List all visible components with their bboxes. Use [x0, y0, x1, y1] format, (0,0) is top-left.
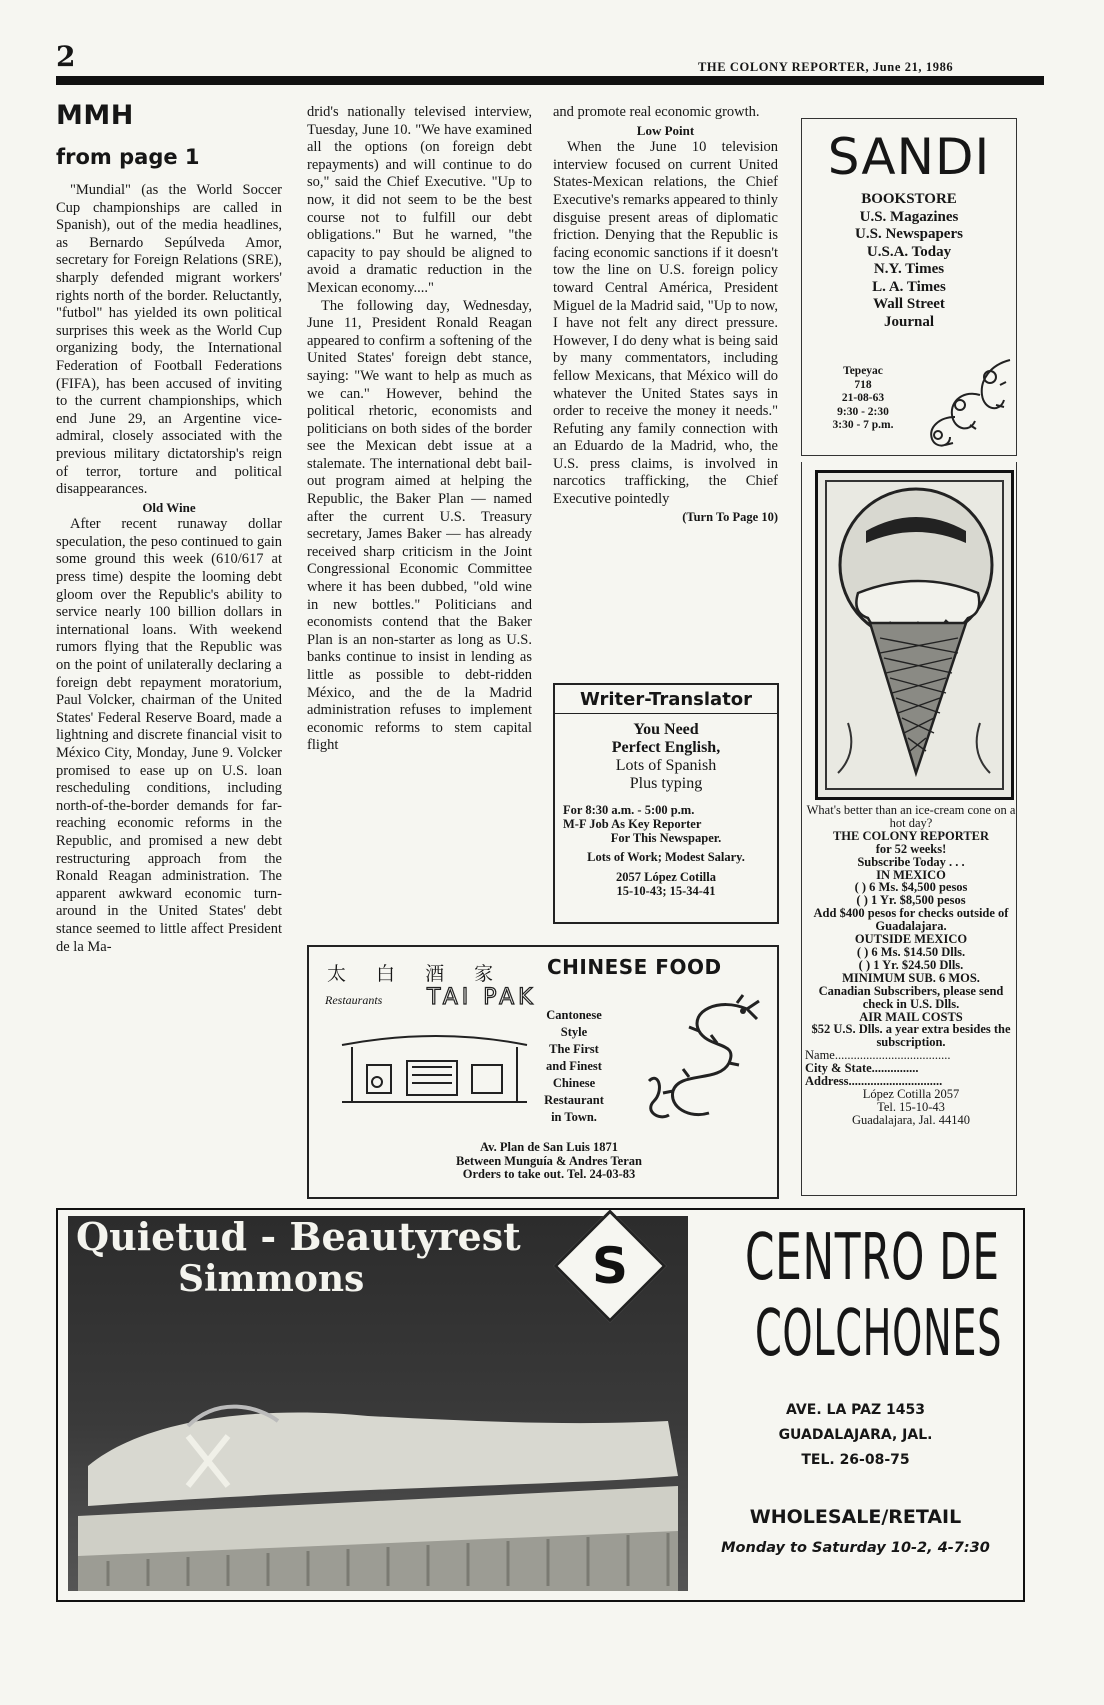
ad-phones: 15-10-43; 15-34-41: [616, 884, 716, 898]
sandi-item: N.Y. Times: [873, 261, 945, 277]
sandi-logo: SANDI: [827, 128, 991, 186]
subscribe-in-mexico: IN MEXICO: [876, 867, 946, 882]
chinese-ad-line: Cantonese: [546, 1008, 602, 1022]
subscribe-tel: Tel. 15-10-43: [877, 1099, 945, 1114]
subscribe-paper: THE COLONY REPORTER: [832, 828, 990, 843]
subscribe-street: López Cotilla 2057: [862, 1086, 960, 1101]
brand-simmons: Simmons: [178, 1258, 365, 1300]
chinese-ad-address: Av. Plan de San Luis 1871: [479, 1140, 618, 1154]
article-headline: MMH: [56, 100, 134, 131]
sandi-item: U.S. Magazines: [859, 208, 959, 225]
writer-translator-ad: [553, 683, 779, 924]
subscribe-cta: Subscribe Today . . .: [857, 854, 965, 869]
chinese-ad-line: Style: [560, 1025, 588, 1039]
subscribe-city-zip: Guadalajara, Jal. 44140: [851, 1112, 970, 1127]
sandi-item: Wall Street: [873, 296, 945, 312]
article-paragraph: When the June 10 television interview focused on current United States-Mexican relations, the Chief Executive's remarks appeared to thinly disguise present areas of diplomatic friction. Denying that the Republic is facing economic sanctions if it doesn't tow the line on U.S. foreign policy toward Central América, President Miguel de la Madrid said, "Up to now, I have not felt any direct pressure. However, I do deny what is being said by many commentators, including fellow Mexicans, that México will do whatever the United States says in order to receive the money it needs." Refuting any family connection with an Eduardo de la Madrid, who, the U.S. press claims, is involved in narcotics trafficking, the Chief Executive pointedly: [553, 139, 778, 508]
section-heading-low-point: Low Point: [636, 122, 695, 138]
dragon-icon: [629, 991, 769, 1131]
continued-notice: (Turn To Page 10): [682, 509, 778, 524]
ad-title: Writer-Translator: [555, 689, 777, 714]
ad-address: 2057 López Cotilla: [616, 870, 716, 884]
sandi-item: U.S. Newspapers: [855, 226, 963, 242]
article-column-3: [553, 104, 778, 526]
ad-work: Lots of Work; Modest Salary.: [587, 850, 745, 864]
centro-title-1: CENTRO DE: [744, 1221, 1000, 1295]
sandi-item: BOOKSTORE: [861, 191, 957, 207]
chinese-characters: 太 白 酒 家: [327, 963, 506, 985]
right-column-border: [801, 462, 1017, 1196]
mattress-city: GUADALAJARA, JAL.: [778, 1427, 933, 1443]
sandi-ad: [801, 118, 1017, 456]
subscribe-question: What's better than an ice-cream cone on a hot day?: [806, 803, 1016, 830]
brand-quietud: Quietud - Beautyrest: [76, 1214, 521, 1259]
ad-line: Plus typing: [629, 775, 703, 792]
subscribe-name-field[interactable]: Name.....................................: [805, 1048, 951, 1063]
article-paragraph: "Mundial" (as the World Soccer Cup championships are called in Spanish), out of the media headlines, as Bernardo Sepúlveda Amor, secretary for Foreign Relations (SRE), sharply defended migrant workers' rights north of the border. Reluctantly, "futbol" has yielded its own political surprises this week as the World Cup organizing body, the International Federation of Football Federations (FIFA), has been accused of inviting to the current championships, which end June 29, an Argentine vice-admiral, closely associated with the previous military dictatorship's reign of terror, torture and political disappearances.: [56, 182, 282, 498]
chinese-ad-line: The First: [549, 1042, 599, 1056]
subscribe-option[interactable]: ( ) 1 Yr. $24.50 Dlls.: [858, 957, 964, 972]
sandi-address: 718: [854, 378, 872, 391]
subscribe-minimum: MINIMUM SUB. 6 MOS.: [842, 970, 980, 985]
ad-for: For This Newspaper.: [610, 831, 722, 845]
mattress-address: AVE. LA PAZ 1453: [786, 1402, 925, 1418]
restaurant-building-icon: [337, 1017, 532, 1107]
chinese-ad-line: Restaurant: [544, 1093, 604, 1107]
ad-hours: For 8:30 a.m. - 5:00 p.m.: [563, 803, 695, 817]
sandi-address: 9:30 - 2:30: [837, 405, 889, 418]
simmons-logo-letter: S: [591, 1237, 628, 1295]
chinese-ad-between: Between Munguía & Andres Teran: [456, 1153, 642, 1168]
floral-ornament-icon: [920, 355, 1012, 450]
subscribe-air: AIR MAIL COSTS: [859, 1009, 963, 1024]
restaurant-script: Restaurants: [325, 993, 383, 1007]
subscribe-weeks: for 52 weeks!: [875, 841, 947, 856]
mattress-tel: TEL. 26-08-75: [801, 1452, 910, 1468]
article-subhead: from page 1: [56, 145, 200, 169]
article-paragraph: drid's nationally televised interview, Tuesday, June 10. "We have examined all the options (on foreign debt repayments) and will continue to do so," said the Chief Executive. "Up to now, it did not seem to be the best course not to fulfill our debt obligations." But he warned, "the capacity to pay should be aligned to avoid a dramatic reduction in the Mexican economy....": [307, 104, 532, 296]
restaurant-name: TAI PAK: [427, 985, 537, 1010]
ad-line: Perfect English,: [611, 739, 721, 756]
subscribe-address-field[interactable]: Address..............................: [805, 1074, 943, 1089]
subscribe-option[interactable]: ( ) 6 Ms. $4,500 pesos: [854, 880, 968, 895]
ad-job: M-F Job As Key Reporter: [563, 817, 702, 831]
subscribe-option[interactable]: ( ) 6 Ms. $14.50 Dlls.: [856, 944, 966, 959]
section-heading-old-wine: Old Wine: [142, 499, 196, 515]
sandi-address: Tepeyac: [843, 365, 883, 377]
article-paragraph: and promote real economic growth.: [553, 104, 760, 120]
subscribe-canadian: Canadian Subscribers, please send check in U.S. Dlls.: [818, 983, 1004, 1011]
chinese-ad-line: in Town.: [551, 1110, 597, 1124]
ad-line: Lots of Spanish: [615, 757, 717, 774]
ad-line: You Need: [633, 721, 699, 738]
article-paragraph: The following day, Wednesday, June 11, President Ronald Reagan appeared to confirm a softening of the United States' foreign debt stance, saying: "We want to help as much as we can." However, behind the political rhetoric, economists and politicians on both sides of the border see the Mexican debt issue at a stalemate. The international debt bail-out program aimed at helping the Republic, the Baker Plan — named after the current U.S. Treasury secretary, James Baker — has already received sharp criticism in the Joint Congressional Economic Committee where it has been dubbed, "old wine in new bottles." Politicians and economists contend that the Baker Plan is an non-starter as long as U.S. banks continue to insist in lending as little as possible to debt-ridden México, and the de la Madrid administration refuses to implement economic reforms to stem capital flight: [307, 297, 532, 754]
sandi-address: 3:30 - 7 p.m.: [832, 419, 894, 431]
sandi-item: Journal: [883, 313, 934, 330]
chinese-ad-line: and Finest: [546, 1059, 602, 1073]
chinese-ad-line: Chinese: [552, 1076, 596, 1090]
mattress-hours: Monday to Saturday 10-2, 4-7:30: [721, 1540, 990, 1556]
chinese-ad-orders: Orders to take out. Tel. 24-03-83: [462, 1167, 636, 1181]
subscribe-option[interactable]: ( ) 1 Yr. $8,500 pesos: [856, 893, 966, 908]
article-paragraph: After recent runaway dollar speculation, the peso continued to gain some ground this week (610/617 at press time) despite the looming debt gloom over the Republic's ability to service nearly 100 billion dollars in international loans. With weekend rumors flying that the Republic was on the point of unilaterally declaring a foreign debt repayment moratorium, Paul Volcker, chairman of the United States' Federal Reserve Board, made a lightning and discrete financial visit to México City, Monday, June 9. Volcker promised to ease up on U.S. loan rescheduling conditions, including north-of-the-border demands for far-reaching economic reforms in the Republic, and promised a new debt restructuring approach from the Ronald Reagan administration. The apparent awkward economic turn-around in the United States' debt stance seemed to little affect President de la Ma-: [56, 516, 282, 955]
chinese-food-ad: [307, 945, 779, 1199]
masthead: THE COLONY REPORTER, June 21, 1986: [698, 60, 954, 74]
subscribe-air-cost: $52 U.S. Dlls. a year extra besides the subscription.: [811, 1022, 1011, 1050]
article-column-2: [307, 104, 532, 755]
sandi-address: 21-08-63: [841, 392, 885, 404]
centro-title-2: COLCHONES: [755, 1297, 1003, 1371]
mattress-ad: [56, 1208, 1025, 1602]
wholesale-retail: WHOLESALE/RETAIL: [749, 1506, 962, 1528]
page-number: 2: [56, 40, 76, 73]
article-column-1: [56, 182, 282, 956]
sandi-item: U.S.A. Today: [866, 243, 952, 260]
subscribe-add: Add $400 pesos for checks outside of Guadalajara.: [813, 906, 1009, 934]
masthead-rule: [56, 76, 1044, 85]
subscribe-city-field[interactable]: City & State...............: [805, 1061, 919, 1076]
subscribe-outside: OUTSIDE MEXICO: [854, 932, 968, 947]
sandi-item: L. A. Times: [872, 278, 946, 295]
chinese-food-heading: CHINESE FOOD: [547, 955, 722, 979]
